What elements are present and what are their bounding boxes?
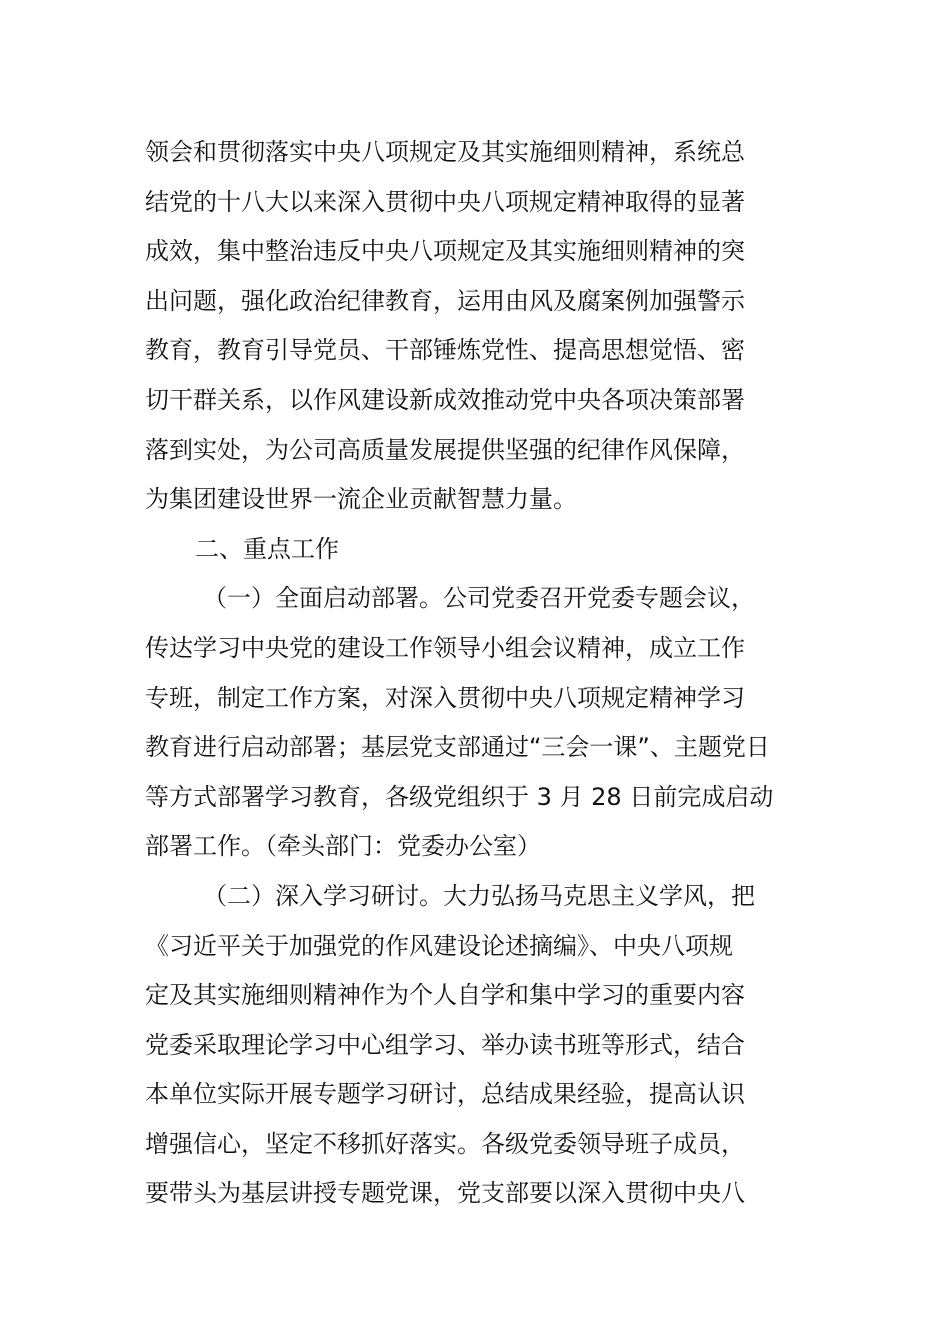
text-line: 切干群关系，以作风建设新成效推动党中央各项决策部署 — [145, 385, 745, 414]
text-line: 成效，集中整治违反中央八项规定及其实施细则精神的突 — [145, 237, 745, 266]
section-heading: 二、重点工作 — [195, 534, 339, 563]
text-line: 领会和贯彻落实中央八项规定及其实施细则精神，系统总 — [145, 138, 745, 166]
text-line: 传达学习中央党的建设工作领导小组会议精神，成立工作 — [145, 633, 745, 662]
text-line: 本单位实际开展专题学习研讨，总结成果经验，提高认识 — [145, 1080, 745, 1109]
text-line: 结党的十八大以来深入贯彻中央八项规定精神取得的显著 — [145, 187, 745, 216]
text-line: 增强信心，坚定不移抓好落实。各级党委领导班子成员， — [145, 1129, 745, 1158]
text-line: 出问题，强化政治纪律教育，运用由风及腐案例加强警示 — [145, 286, 745, 315]
text-line: 定及其实施细则精神作为个人自学和集中学习的重要内容 — [145, 981, 745, 1010]
text-line: 为集团建设世界一流企业贡献智慧力量。 — [145, 485, 577, 514]
text-line: 教育进行启动部署；基层党支部通过“三会一课”、主题党日 — [145, 733, 770, 762]
text-line: 部署工作。（牵头部门：党委办公室） — [145, 832, 541, 861]
paragraph-start-line: （二）深入学习研讨。大力弘扬马克思主义学风，把 — [203, 881, 755, 910]
text-line: 等方式部署学习教育，各级党组织于 3 月 28 日前完成启动 — [145, 782, 774, 811]
text-line: 专班，制定工作方案，对深入贯彻中央八项规定精神学习 — [145, 683, 745, 712]
text-line: 落到实处，为公司高质量发展提供坚强的纪律作风保障， — [145, 435, 745, 464]
text-line: 教育，教育引导党员、干部锤炼党性、提高思想觉悟、密 — [145, 336, 745, 365]
text-line: 党委采取理论学习中心组学习、举办读书班等形式，结合 — [145, 1030, 745, 1059]
document-body — [145, 128, 805, 1219]
text-line: 《习近平关于加强党的作风建设论述摘编》、中央八项规 — [145, 931, 733, 960]
text-line: 要带头为基层讲授专题党课，党支部要以深入贯彻中央八 — [145, 1179, 745, 1208]
paragraph-start-line: （一）全面启动部署。公司党委召开党委专题会议， — [203, 584, 755, 613]
